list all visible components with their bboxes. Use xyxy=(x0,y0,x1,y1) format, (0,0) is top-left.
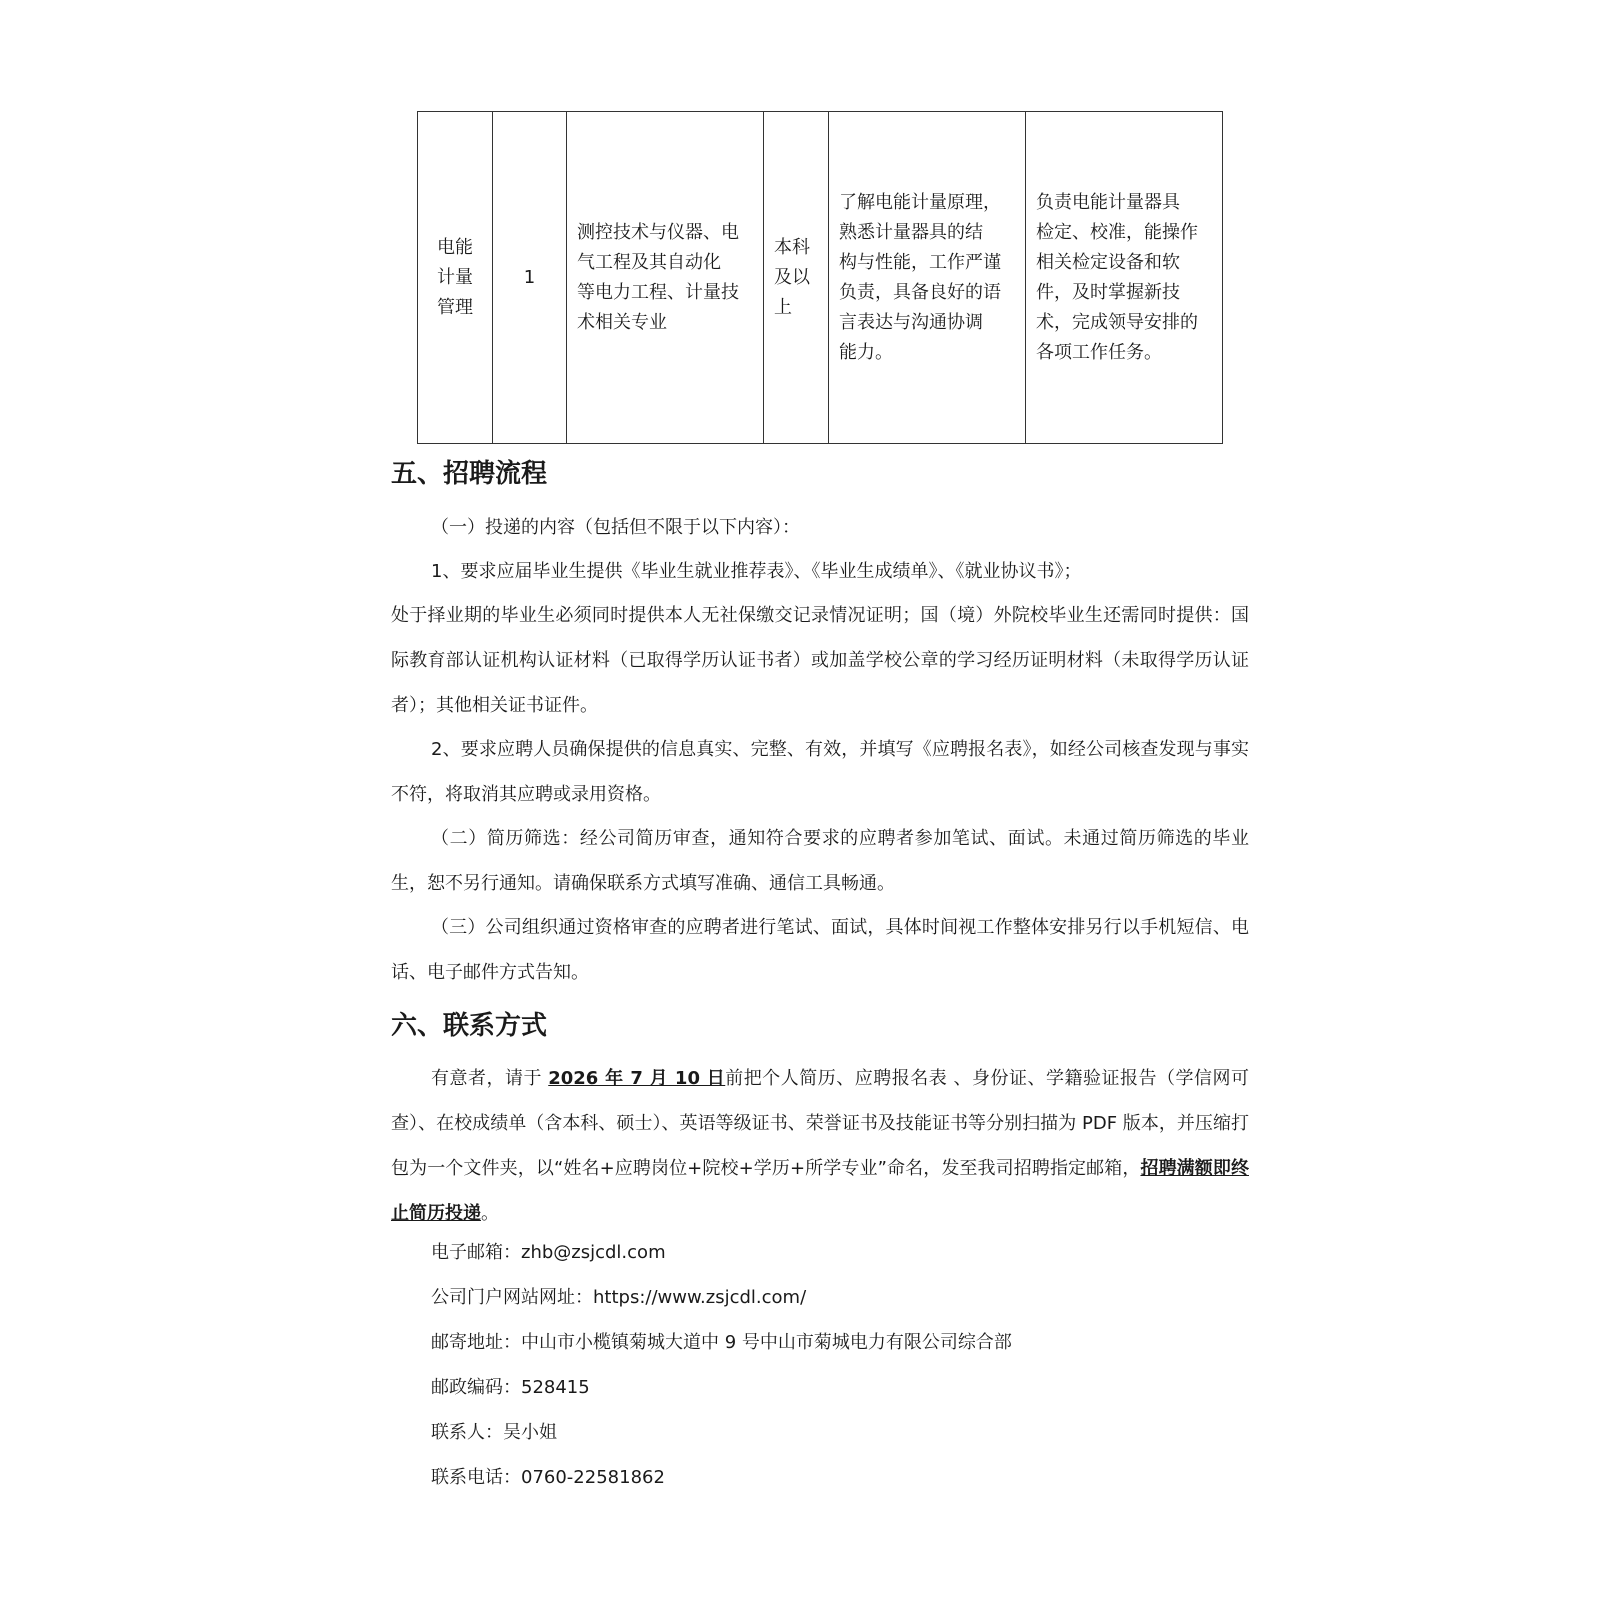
requirements-line: 能力。 xyxy=(839,341,893,363)
contact-person: 联系人：吴小姐 xyxy=(431,1422,557,1443)
section5-paragraph-6: （三）公司组织通过资格审查的应聘者进行笔试、面试，具体时间视工作整体安排另行以手机短信、电话、电子邮件方式告知。 xyxy=(391,917,1249,983)
requirements-cell xyxy=(829,112,1026,444)
section6-intro-paragraph xyxy=(391,1056,1249,1236)
duties-line: 各项工作任务。 xyxy=(1036,341,1162,363)
major-line: 术相关专业 xyxy=(577,311,667,333)
contact-website: 公司门户网站网址：https://www.zsjcdl.com/ xyxy=(431,1287,807,1308)
quota-notice: 招聘满额即终止简历投递 xyxy=(391,1158,1249,1224)
contact-postcode: 邮政编码：528415 xyxy=(431,1377,590,1398)
contact-email: 电子邮箱：zhb@zsjcdl.com xyxy=(431,1242,666,1263)
duties-line: 相关检定设备和软 xyxy=(1036,251,1180,273)
contact-address: 邮寄地址：中山市小榄镇菊城大道中 9 号中山市菊城电力有限公司综合部 xyxy=(431,1332,1012,1353)
section5-paragraph-2: 1、要求应届毕业生提供《毕业生就业推荐表》、《毕业生成绩单》、《就业协议书》； xyxy=(431,561,1082,582)
position-cell xyxy=(418,112,493,444)
section5-paragraph-4: 2、要求应聘人员确保提供的信息真实、完整、有效，并填写《应聘报名表》，如经公司核查发现与事实不符，将取消其应聘或录用资格。 xyxy=(391,739,1249,805)
duties-line: 负责电能计量器具 xyxy=(1036,191,1180,213)
education-line: 本科 xyxy=(774,236,810,258)
position-line: 电能 xyxy=(437,236,473,258)
section5-paragraph-3: 处于择业期的毕业生必须同时提供本人无社保缴交记录情况证明；国（境）外院校毕业生还需同时提供：国际教育部认证机构认证材料（已取得学历认证书者）或加盖学校公章的学习经历证明材料（未取得学历认证者）；其他相关证书证件。 xyxy=(391,605,1249,716)
intro-text: 有意者，请于 xyxy=(431,1068,549,1089)
duties-cell xyxy=(1026,112,1223,444)
section5-paragraph-1: （一）投递的内容（包括但不限于以下内容）： xyxy=(431,517,800,538)
requirements-line: 言表达与沟通协调 xyxy=(839,311,983,333)
table-row xyxy=(418,112,1223,444)
job-table xyxy=(417,111,1223,444)
education-cell xyxy=(764,112,829,444)
major-line: 测控技术与仪器、电 xyxy=(577,221,739,243)
position-line: 管理 xyxy=(437,296,473,318)
education-line: 上 xyxy=(774,296,792,318)
intro-text: 。 xyxy=(481,1203,499,1224)
education-line: 及以 xyxy=(774,266,810,288)
intro-text: 前把个人简历、应聘报名表 、身份证、学籍验证报告（学信网可查）、在校成绩单（含本科、硕士）、英语等级证书、荣誉证书及技能证书等分别扫描为 PDF 版本，并压缩打包为一个文件夹，以“姓名+应聘岗位+院校+学历+所学专业”命名，发至我司招聘指定邮箱， xyxy=(391,1068,1249,1179)
requirements-line: 负责，具备良好的语 xyxy=(839,281,1001,303)
requirements-line: 了解电能计量原理， xyxy=(839,191,1001,213)
headcount-cell: 1 xyxy=(493,112,567,444)
section5-heading: 五、招聘流程 xyxy=(391,459,548,489)
duties-line: 件，及时掌握新技 xyxy=(1036,281,1180,303)
position-line: 计量 xyxy=(437,266,473,288)
duties-line: 检定、校准，能操作 xyxy=(1036,221,1198,243)
requirements-line: 熟悉计量器具的结 xyxy=(839,221,983,243)
major-line: 气工程及其自动化 xyxy=(577,251,721,273)
section6-heading: 六、联系方式 xyxy=(391,1011,548,1041)
section5-paragraph-5: （二）简历筛选：经公司简历审查，通知符合要求的应聘者参加笔试、面试。未通过简历筛选的毕业生，恕不另行通知。请确保联系方式填写准确、通信工具畅通。 xyxy=(391,828,1249,894)
duties-line: 术，完成领导安排的 xyxy=(1036,311,1198,333)
deadline-date: 2026 年 7 月 10 日 xyxy=(548,1068,726,1089)
major-line: 等电力工程、计量技 xyxy=(577,281,739,303)
major-cell xyxy=(567,112,764,444)
requirements-line: 构与性能，工作严谨 xyxy=(839,251,1001,273)
contact-phone: 联系电话：0760-22581862 xyxy=(431,1467,665,1488)
